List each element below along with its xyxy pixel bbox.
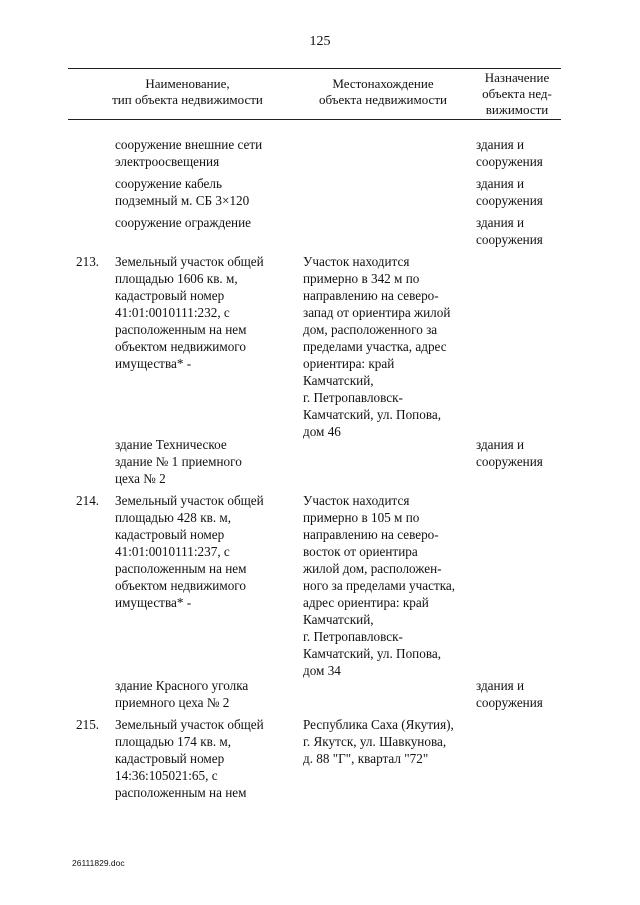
row-2-purpose: здания и сооружения <box>476 215 543 247</box>
row-2-name: сооружение ограждение <box>115 215 252 230</box>
footer-filename: 26111829.doc <box>72 858 125 868</box>
row-6-name: здание Красного уголка приемного цеха № 2 <box>115 678 249 710</box>
row-3-num: 213. <box>76 254 100 269</box>
row-4-purpose: здания и сооружения <box>476 437 543 469</box>
header-purpose: Назначение объекта нед- вижимости <box>482 70 552 117</box>
row-7-location: Республика Саха (Якутия), г. Якутск, ул. Шавкунова, д. 88 "Г", квартал "72" <box>303 717 454 766</box>
row-3-name: Земельный участок общей площадью 1606 кв. м, кадастровый номер 41:01:0010111:232, с расположенным на нем объектом недвижимого имущества* - <box>115 254 264 371</box>
row-5-location: Участок находится примерно в 105 м по направлению на северо- восток от ориентира жилой дом, расположен- ного за пределами участка, адрес ориентира: край Камчатский, г. Петропавловск- Камчатский, ул. Попова, дом 34 <box>303 493 456 678</box>
header-top-rule <box>68 68 561 69</box>
row-3-location: Участок находится примерно в 342 м по направлению на северо- запад от ориентира жилой дом, расположенного за пределами участка, адрес ориентира: край Камчатский, г. Петропавловск- Камчатский, ул. Попова, дом 46 <box>303 254 451 439</box>
row-0-name: сооружение внешние сети электроосвещения <box>115 137 263 169</box>
row-7-name: Земельный участок общей площадью 174 кв. м, кадастровый номер 14:36:105021:65, с расположенным на нем <box>115 717 264 800</box>
row-5-name: Земельный участок общей площадью 428 кв. м, кадастровый номер 41:01:0010111:237, с расположенным на нем объектом недвижимого имущества* - <box>115 493 264 610</box>
header-bottom-rule <box>68 119 561 120</box>
header-name-type: Наименование, тип объекта недвижимости <box>112 76 263 107</box>
row-6-purpose: здания и сооружения <box>476 678 543 710</box>
row-4-name: здание Техническое здание № 1 приемного цеха № 2 <box>115 437 242 486</box>
page-number: 125 <box>309 34 331 49</box>
row-5-num: 214. <box>76 493 100 508</box>
header-location: Местонахождение объекта недвижимости <box>319 76 447 107</box>
row-1-name: сооружение кабель подземный м. СБ 3×120 <box>115 176 250 208</box>
row-1-purpose: здания и сооружения <box>476 176 543 208</box>
row-7-num: 215. <box>76 717 100 732</box>
row-0-purpose: здания и сооружения <box>476 137 543 169</box>
